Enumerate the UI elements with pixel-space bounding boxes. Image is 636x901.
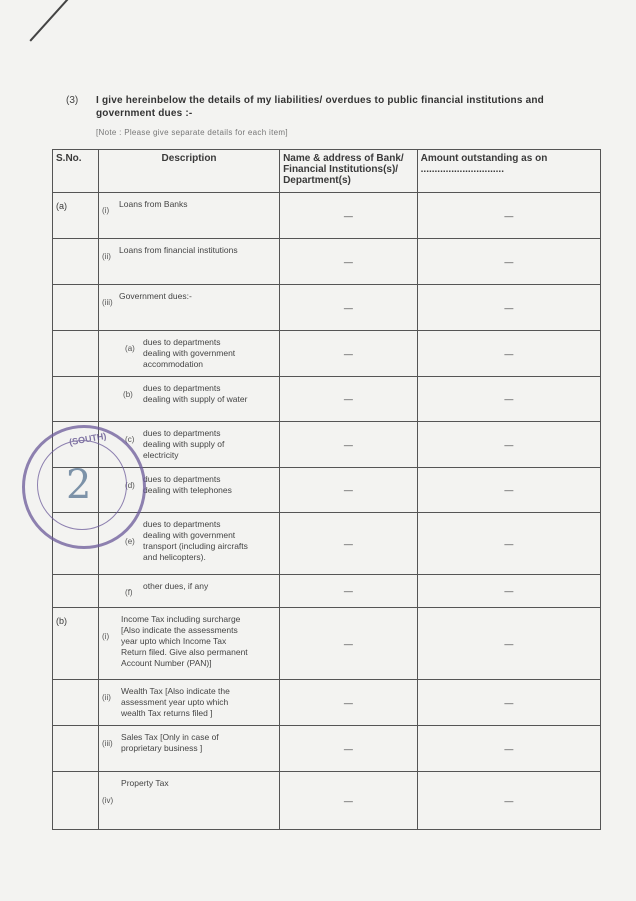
row-item-text: Income Tax including surcharge [Also indicate the assessments year upto which Income Tax Return filed. Give also permanent Account Number (PAN)] <box>121 614 248 668</box>
row-name-address: — <box>280 239 418 285</box>
row-sno <box>53 726 99 772</box>
row-amount: — <box>417 468 600 513</box>
signature-mark: 2 <box>66 462 92 508</box>
row-sno <box>53 239 99 285</box>
row-name-address: — <box>280 608 418 680</box>
table-row <box>53 608 601 680</box>
row-amount: — <box>417 575 600 608</box>
row-item-number: (iv) <box>102 796 114 805</box>
row-item-text: Property Tax <box>121 778 169 788</box>
row-name-address: — <box>280 772 418 830</box>
row-item-text: dues to departments dealing with telephones <box>143 474 232 495</box>
row-item-number: (i) <box>102 632 110 641</box>
row-name-address: — <box>280 193 418 239</box>
table-row <box>53 193 601 239</box>
row-amount: — <box>417 726 600 772</box>
row-description-cell <box>99 285 280 331</box>
row-name-address: — <box>280 422 418 468</box>
header-amount: Amount outstanding as on .............................. <box>417 150 600 193</box>
row-item-text: dues to departments dealing with supply of water <box>143 383 248 404</box>
row-sno: (a) <box>53 193 99 239</box>
row-item-number: (d) <box>125 481 135 490</box>
row-amount: — <box>417 772 600 830</box>
row-item-number: (ii) <box>102 693 111 702</box>
row-sno <box>53 772 99 830</box>
row-amount: — <box>417 680 600 726</box>
row-sno <box>53 575 99 608</box>
row-description-cell <box>99 772 280 830</box>
row-amount: — <box>417 331 600 377</box>
section-number: (3) <box>66 95 79 106</box>
row-name-address: — <box>280 468 418 513</box>
row-name-address: — <box>280 377 418 422</box>
row-name-address: — <box>280 680 418 726</box>
row-description-cell <box>99 575 280 608</box>
row-item-text: Sales Tax [Only in case of proprietary business ] <box>121 732 219 753</box>
row-name-address: — <box>280 331 418 377</box>
row-amount: — <box>417 193 600 239</box>
section-intro: I give hereinbelow the details of my liabilities/ overdues to public financial institutions and government dues :- <box>96 95 544 119</box>
row-item-text: Loans from Banks <box>119 199 188 209</box>
row-description-cell <box>99 726 280 772</box>
row-amount: — <box>417 239 600 285</box>
table-row <box>53 285 601 331</box>
row-item-number: (a) <box>125 344 135 353</box>
row-item-number: (ii) <box>102 252 111 261</box>
row-item-number: (c) <box>125 435 135 444</box>
table-row <box>53 680 601 726</box>
header-description: Description <box>99 150 280 193</box>
row-item-number: (e) <box>125 537 135 546</box>
section-note: [Note : Please give separate details for each item] <box>96 128 288 137</box>
table-row <box>53 239 601 285</box>
row-item-text: Loans from financial institutions <box>119 245 238 255</box>
row-amount: — <box>417 513 600 575</box>
row-item-text: dues to departments dealing with supply of electricity <box>143 428 225 460</box>
row-description-cell <box>99 331 280 377</box>
table-row <box>53 331 601 377</box>
row-amount: — <box>417 422 600 468</box>
row-amount: — <box>417 285 600 331</box>
row-sno: (b) <box>53 608 99 680</box>
row-description-cell <box>99 377 280 422</box>
row-name-address: — <box>280 575 418 608</box>
row-item-text: dues to departments dealing with government transport (including aircrafts and helicopters). <box>143 519 248 562</box>
table-row <box>53 726 601 772</box>
row-sno <box>53 285 99 331</box>
row-description-cell <box>99 193 280 239</box>
row-sno <box>53 680 99 726</box>
row-description-cell <box>99 608 280 680</box>
header-sno: S.No. <box>53 150 99 193</box>
header-name-address: Name & address of Bank/ Financial Institutions(s)/ Department(s) <box>280 150 418 193</box>
row-item-text: Wealth Tax [Also indicate the assessment year upto which wealth Tax returns filed ] <box>121 686 230 718</box>
row-description-cell <box>99 239 280 285</box>
row-item-text: dues to departments dealing with government accommodation <box>143 337 236 369</box>
stamp-text: (SOUTH) <box>68 430 108 448</box>
table-row <box>53 575 601 608</box>
row-item-number: (iii) <box>102 298 113 307</box>
row-item-number: (b) <box>123 390 133 399</box>
row-amount: — <box>417 377 600 422</box>
row-item-number: (i) <box>102 206 110 215</box>
pen-mark <box>29 0 87 41</box>
table-row <box>53 377 601 422</box>
row-item-text: other dues, if any <box>143 581 209 591</box>
row-name-address: — <box>280 285 418 331</box>
row-description-cell <box>99 680 280 726</box>
row-item-number: (iii) <box>102 739 113 748</box>
row-sno <box>53 377 99 422</box>
table-row <box>53 772 601 830</box>
row-sno <box>53 331 99 377</box>
row-amount: — <box>417 608 600 680</box>
row-item-text: Government dues:- <box>119 291 192 301</box>
row-name-address: — <box>280 513 418 575</box>
row-item-number: (f) <box>125 588 133 597</box>
row-name-address: — <box>280 726 418 772</box>
